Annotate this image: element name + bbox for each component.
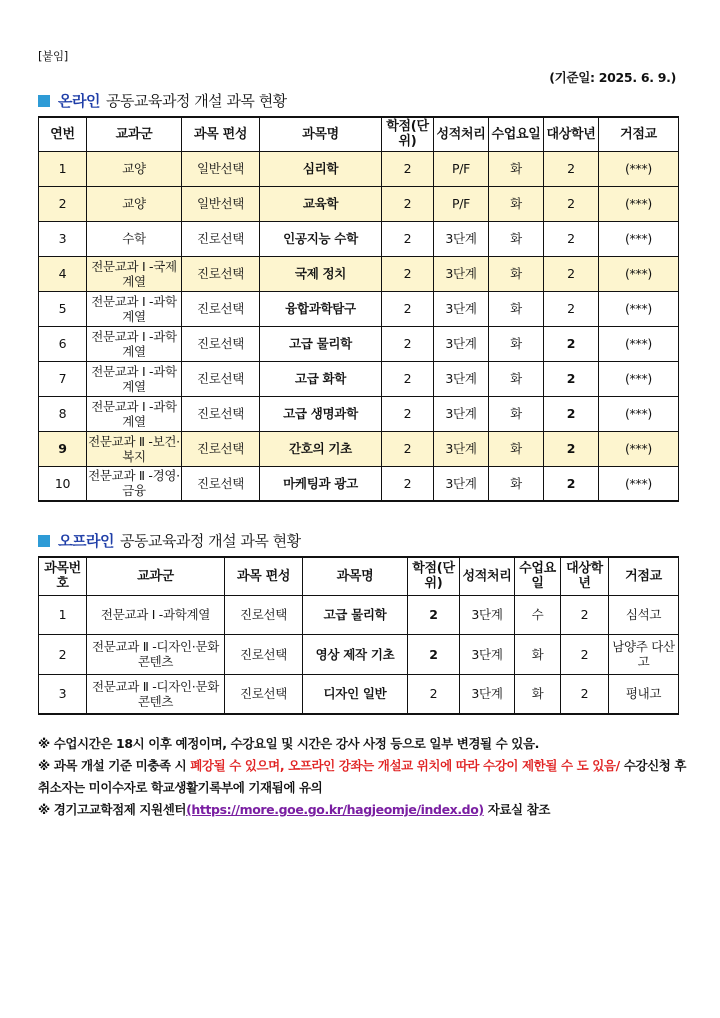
grading: 3단계	[434, 326, 489, 361]
course-type: 진로선택	[182, 291, 260, 326]
class-day: 화	[489, 186, 544, 221]
class-day: 화	[489, 221, 544, 256]
row-number: 1	[39, 595, 87, 634]
table-row	[39, 595, 679, 634]
row-number: 3	[39, 674, 87, 714]
host-school: (***)	[599, 256, 679, 291]
grading: P/F	[434, 151, 489, 186]
class-day: 화	[489, 291, 544, 326]
credit: 2	[382, 431, 434, 466]
class-day: 수	[515, 595, 561, 634]
note-schedule: ※ 수업시간은 18시 이후 예정이며, 수강요일 및 시간은 강사 사정 등으로 일부 변경될 수 있음.	[38, 736, 539, 751]
target-grade: 2	[544, 256, 599, 291]
row-number: 2	[39, 634, 87, 674]
course-type: 진로선택	[225, 674, 303, 714]
square-bullet-icon	[38, 535, 50, 547]
target-grade: 2	[544, 361, 599, 396]
subject-name: 국제 정치	[260, 256, 382, 291]
header-cell: 수업요일	[489, 117, 544, 151]
header-cell: 성적처리	[460, 557, 515, 595]
row-number: 7	[39, 361, 87, 396]
online-course-table	[38, 116, 679, 502]
subject-group: 교양	[87, 186, 182, 221]
course-type: 진로선택	[182, 221, 260, 256]
note-cancellation-warning: 폐강될 수 있으며, 오프라인 강좌는 개설교 위치에 따라 수강이 제한될 수 도 있음/	[190, 758, 620, 773]
course-type: 진로선택	[182, 326, 260, 361]
subject-name: 마케팅과 광고	[260, 466, 382, 501]
note-cancellation-prefix: ※ 과목 개설 기준 미충족 시	[38, 758, 187, 773]
host-school: (***)	[599, 291, 679, 326]
table-row	[39, 431, 679, 466]
class-day: 화	[489, 151, 544, 186]
table-row	[39, 466, 679, 501]
table-row	[39, 186, 679, 221]
offline-section-title	[38, 530, 301, 551]
course-type: 진로선택	[225, 634, 303, 674]
header-cell: 과목명	[303, 557, 408, 595]
note-cancellation	[38, 755, 688, 799]
row-number: 5	[39, 291, 87, 326]
subject-name: 고급 물리학	[260, 326, 382, 361]
header-cell: 수업요일	[515, 557, 561, 595]
table-row	[39, 361, 679, 396]
subject-group: 전문교과 I -과학계열	[87, 595, 225, 634]
row-number: 3	[39, 221, 87, 256]
course-type: 일반선택	[182, 151, 260, 186]
target-grade: 2	[544, 326, 599, 361]
header-cell: 성적처리	[434, 117, 489, 151]
target-grade: 2	[544, 431, 599, 466]
course-type: 진로선택	[182, 361, 260, 396]
host-school: 남양주 다산고	[609, 634, 679, 674]
target-grade: 2	[544, 151, 599, 186]
course-type: 진로선택	[182, 466, 260, 501]
subject-name: 고급 물리학	[303, 595, 408, 634]
subject-group: 전문교과 I -과학계열	[87, 396, 182, 431]
subject-name: 간호의 기초	[260, 431, 382, 466]
table-row	[39, 256, 679, 291]
grading: 3단계	[460, 595, 515, 634]
course-type: 진로선택	[225, 595, 303, 634]
grading: 3단계	[434, 431, 489, 466]
grading: 3단계	[434, 291, 489, 326]
row-number: 4	[39, 256, 87, 291]
support-center-link[interactable]: (https://more.goe.go.kr/hagjeomje/index.do)	[186, 802, 484, 817]
class-day: 화	[515, 674, 561, 714]
host-school: 심석고	[609, 595, 679, 634]
class-day: 화	[489, 466, 544, 501]
subject-name: 고급 생명과학	[260, 396, 382, 431]
table-row	[39, 634, 679, 674]
credit: 2	[382, 221, 434, 256]
subject-group: 전문교과 I -국제계열	[87, 256, 182, 291]
subject-group: 전문교과 I -과학계열	[87, 361, 182, 396]
class-day: 화	[489, 326, 544, 361]
target-grade: 2	[544, 466, 599, 501]
host-school: (***)	[599, 431, 679, 466]
row-number: 9	[39, 431, 87, 466]
subject-name: 교육학	[260, 186, 382, 221]
credit: 2	[408, 674, 460, 714]
subject-group: 교양	[87, 151, 182, 186]
online-section-title	[38, 90, 287, 111]
host-school: (***)	[599, 396, 679, 431]
table-row	[39, 396, 679, 431]
target-grade: 2	[544, 396, 599, 431]
target-grade: 2	[544, 221, 599, 256]
subject-group: 전문교과 Ⅱ -디자인·문화 콘텐츠	[87, 674, 225, 714]
subject-group: 전문교과 Ⅱ -보건·복지	[87, 431, 182, 466]
host-school: 평내고	[609, 674, 679, 714]
offline-title-highlight: 오프라인	[58, 532, 114, 550]
row-number: 10	[39, 466, 87, 501]
class-day: 화	[489, 256, 544, 291]
offline-course-table	[38, 556, 679, 715]
class-day: 화	[489, 396, 544, 431]
note-support-prefix: ※ 경기고교학점제 지원센터	[38, 802, 187, 817]
table-row	[39, 326, 679, 361]
credit: 2	[382, 396, 434, 431]
table-row	[39, 221, 679, 256]
row-number: 6	[39, 326, 87, 361]
grading: 3단계	[434, 396, 489, 431]
header-cell: 교과군	[87, 117, 182, 151]
subject-name: 디자인 일반	[303, 674, 408, 714]
subject-name: 인공지능 수학	[260, 221, 382, 256]
course-type: 진로선택	[182, 396, 260, 431]
subject-name: 고급 화학	[260, 361, 382, 396]
online-header-row	[39, 117, 679, 151]
subject-name: 영상 제작 기초	[303, 634, 408, 674]
grading: 3단계	[434, 361, 489, 396]
host-school: (***)	[599, 466, 679, 501]
header-cell: 학점(단위)	[382, 117, 434, 151]
table-row	[39, 674, 679, 714]
subject-name: 융합과학탐구	[260, 291, 382, 326]
header-cell: 연번	[39, 117, 87, 151]
note-support-suffix: 자료실 참조	[487, 802, 551, 817]
target-grade: 2	[544, 186, 599, 221]
header-cell: 학점(단위)	[408, 557, 460, 595]
subject-group: 전문교과 I -과학계열	[87, 326, 182, 361]
host-school: (***)	[599, 151, 679, 186]
grading: P/F	[434, 186, 489, 221]
credit: 2	[382, 326, 434, 361]
credit: 2	[408, 634, 460, 674]
subject-group: 전문교과 Ⅱ -디자인·문화 콘텐츠	[87, 634, 225, 674]
subject-group: 전문교과 I -과학계열	[87, 291, 182, 326]
host-school: (***)	[599, 221, 679, 256]
header-cell: 교과군	[87, 557, 225, 595]
grading: 3단계	[460, 634, 515, 674]
row-number: 8	[39, 396, 87, 431]
host-school: (***)	[599, 326, 679, 361]
host-school: (***)	[599, 186, 679, 221]
base-date: (기준일: 2025. 6. 9.)	[549, 70, 676, 85]
class-day: 화	[515, 634, 561, 674]
header-cell: 대상학년	[544, 117, 599, 151]
row-number: 2	[39, 186, 87, 221]
online-title-text: 공동교육과정 개설 과목 현황	[105, 92, 287, 110]
notes-section	[38, 733, 688, 821]
offline-header-row	[39, 557, 679, 595]
subject-name: 심리학	[260, 151, 382, 186]
target-grade: 2	[561, 634, 609, 674]
subject-group: 수학	[87, 221, 182, 256]
online-title-highlight: 온라인	[58, 92, 100, 110]
grading: 3단계	[434, 221, 489, 256]
table-row	[39, 151, 679, 186]
grading: 3단계	[434, 256, 489, 291]
credit: 2	[382, 466, 434, 501]
course-type: 진로선택	[182, 431, 260, 466]
header-cell: 거점교	[609, 557, 679, 595]
subject-group: 전문교과 Ⅱ -경영·금융	[87, 466, 182, 501]
credit: 2	[382, 186, 434, 221]
header-cell: 거점교	[599, 117, 679, 151]
grading: 3단계	[434, 466, 489, 501]
class-day: 화	[489, 431, 544, 466]
header-cell: 대상학년	[561, 557, 609, 595]
credit: 2	[382, 256, 434, 291]
attachment-label: [붙임]	[38, 49, 68, 63]
target-grade: 2	[561, 674, 609, 714]
header-cell: 과목 편성	[182, 117, 260, 151]
row-number: 1	[39, 151, 87, 186]
note-cancellation-suffix: 수강신청 후 취소자는 미이수자로 학교생활기록부에 기재됨에 유의	[38, 758, 687, 795]
credit: 2	[382, 361, 434, 396]
host-school: (***)	[599, 361, 679, 396]
class-day: 화	[489, 361, 544, 396]
header-cell: 과목 편성	[225, 557, 303, 595]
credit: 2	[382, 151, 434, 186]
credit: 2	[382, 291, 434, 326]
note-support-center	[38, 799, 688, 821]
offline-title-text: 공동교육과정 개설 과목 현황	[119, 532, 301, 550]
credit: 2	[408, 595, 460, 634]
course-type: 일반선택	[182, 186, 260, 221]
square-bullet-icon	[38, 95, 50, 107]
header-cell: 과목번호	[39, 557, 87, 595]
target-grade: 2	[561, 595, 609, 634]
header-cell: 과목명	[260, 117, 382, 151]
course-type: 진로선택	[182, 256, 260, 291]
grading: 3단계	[460, 674, 515, 714]
target-grade: 2	[544, 291, 599, 326]
table-row	[39, 291, 679, 326]
